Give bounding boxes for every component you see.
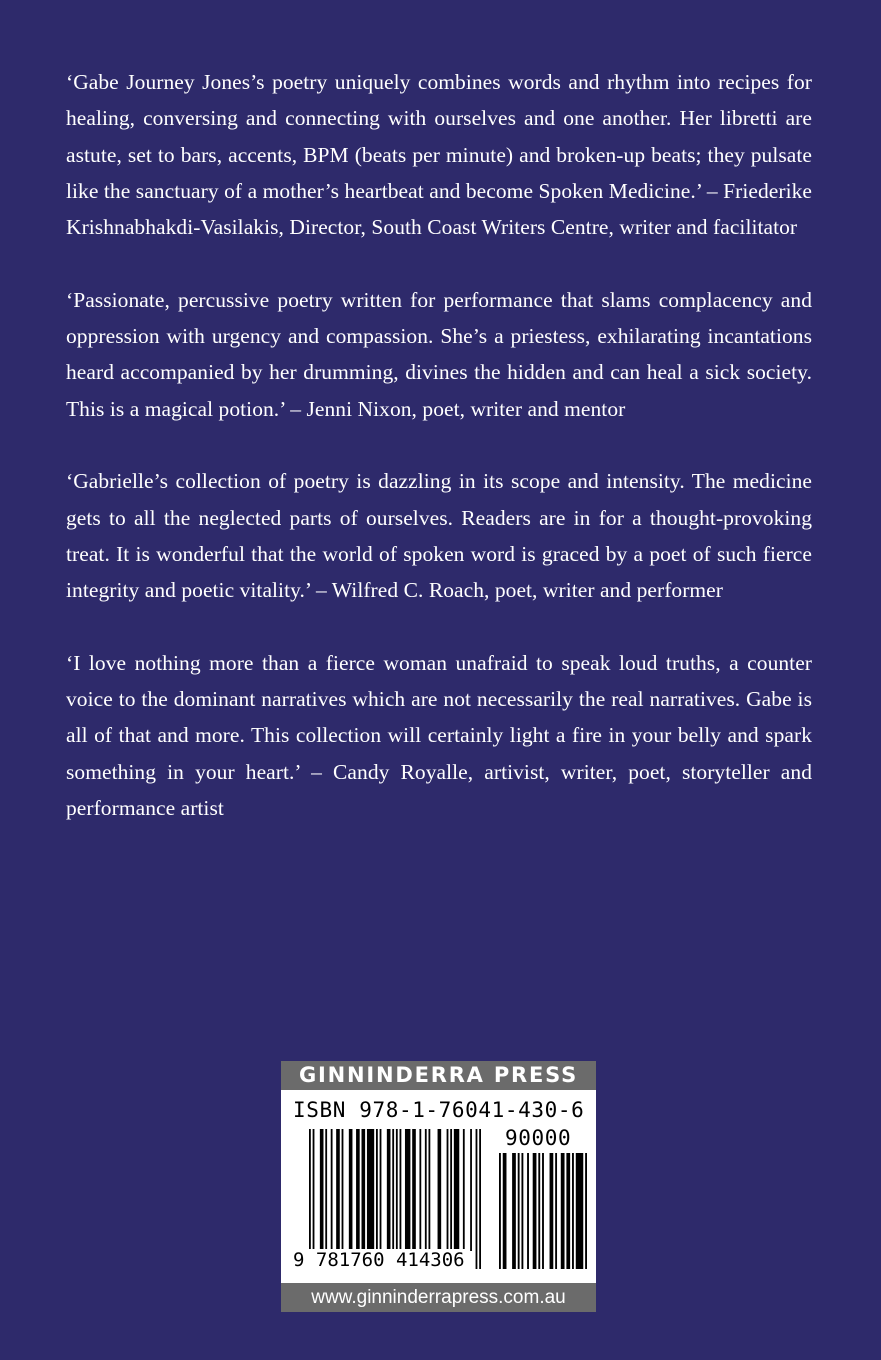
ean-barcode-bars	[309, 1129, 481, 1269]
barcode-panel	[281, 1061, 596, 1312]
barcode-bar	[331, 1129, 333, 1251]
barcode-bar	[499, 1153, 501, 1269]
barcode-bar	[313, 1129, 315, 1269]
barcode-bar	[550, 1153, 554, 1269]
barcode-bar	[527, 1153, 529, 1269]
endorsement-quote: ‘I love nothing more than a fierce woman unafraid to speak loud truths, a counter voice to the dominant narratives which are not necessarily the real narratives. Gabe is all of that and more. This collection will certainly light a fire in your belly and spark something in your heart.’ – Candy Royalle, artivist, writer, poet, storyteller and performance artist	[66, 650, 812, 820]
barcode-bar	[454, 1129, 459, 1251]
barcode-bar	[476, 1129, 478, 1269]
barcode-bar	[412, 1129, 416, 1251]
endorsement-quote: ‘Passionate, percussive poetry written for performance that slams complacency and oppression with urgency and compassion. She’s a priestess, exhilarating incantations heard accompanied by her drumming, divines the hidden and can heal a sick society. This is a magical potion.’ – Jenni Nixon, poet, writer and mentor	[66, 287, 812, 421]
barcode-bar	[400, 1129, 402, 1251]
endorsement-quote: ‘Gabrielle’s collection of poetry is dazzling in its scope and intensity. The medicine gets to all the neglected parts of ourselves. Readers are in for a thought-provoking treat. It is wonderful that the world of spoken word is graced by a poet of such fierce integrity and poetic vitality.’ – Wilfred C. Roach, poet, writer and performer	[66, 469, 812, 603]
barcode-bar	[405, 1129, 410, 1251]
barcode-bar	[576, 1153, 583, 1269]
barcode-bar	[533, 1153, 537, 1269]
isbn-label: ISBN 978-1-76041-430-6	[293, 1098, 585, 1122]
barcode-bar	[356, 1129, 360, 1251]
barcode-bar	[512, 1153, 516, 1269]
barcode-bar	[325, 1129, 327, 1251]
barcode-bar	[479, 1129, 481, 1269]
barcode-bar	[380, 1129, 382, 1251]
addon-barcode-bars	[499, 1153, 587, 1269]
barcode-bar	[521, 1153, 523, 1269]
price-code: 90000	[505, 1126, 572, 1150]
barcode-bar	[425, 1129, 427, 1251]
barcode-bar	[428, 1129, 430, 1251]
barcode-bar	[566, 1153, 570, 1269]
barcode-bar	[518, 1153, 520, 1269]
barcode-bar	[362, 1129, 366, 1251]
ean-digits: 9 781760 414306	[293, 1249, 465, 1271]
barcode-bar	[542, 1153, 544, 1269]
barcode-bar	[538, 1153, 540, 1269]
barcode-bar	[349, 1129, 353, 1251]
barcode-bar	[336, 1129, 340, 1251]
barcode-bar	[396, 1129, 398, 1269]
barcode-bar	[555, 1153, 557, 1269]
publisher-url: www.ginninderrapress.com.au	[281, 1283, 596, 1312]
barcode-bar	[572, 1153, 574, 1269]
barcode-bar	[561, 1153, 565, 1269]
barcode-bar	[320, 1129, 324, 1251]
barcode-bar	[447, 1129, 449, 1251]
barcode-bar	[419, 1129, 421, 1251]
barcode-bar	[503, 1153, 507, 1269]
barcode-bar	[585, 1153, 587, 1269]
barcode-bar	[470, 1129, 472, 1251]
barcode-bar	[450, 1129, 452, 1251]
barcode-bar	[367, 1129, 374, 1251]
endorsements	[66, 64, 812, 863]
barcode-bar	[392, 1129, 394, 1269]
barcode-bar	[387, 1129, 391, 1251]
barcode-bar	[309, 1129, 311, 1269]
publisher-name: GINNINDERRA PRESS	[281, 1061, 596, 1090]
barcode-bar	[342, 1129, 344, 1251]
barcode-bar	[438, 1129, 442, 1251]
barcode-bar	[376, 1129, 378, 1251]
endorsement-quote: ‘Gabe Journey Jones’s poetry uniquely combines words and rhythm into recipes for healing, conversing and connecting with ourselves and one another. Her libretti are astute, set to bars, accents, BPM (beats per minute) and broken-up beats; they pulsate like the sanctuary of a mother’s heartbeat and become Spoken Medicine.’ – Friederike Krishnabhakdi-Vasilakis, Director, South Coast Writers Centre, writer and facilitator	[66, 70, 812, 240]
barcode-bar	[463, 1129, 465, 1251]
